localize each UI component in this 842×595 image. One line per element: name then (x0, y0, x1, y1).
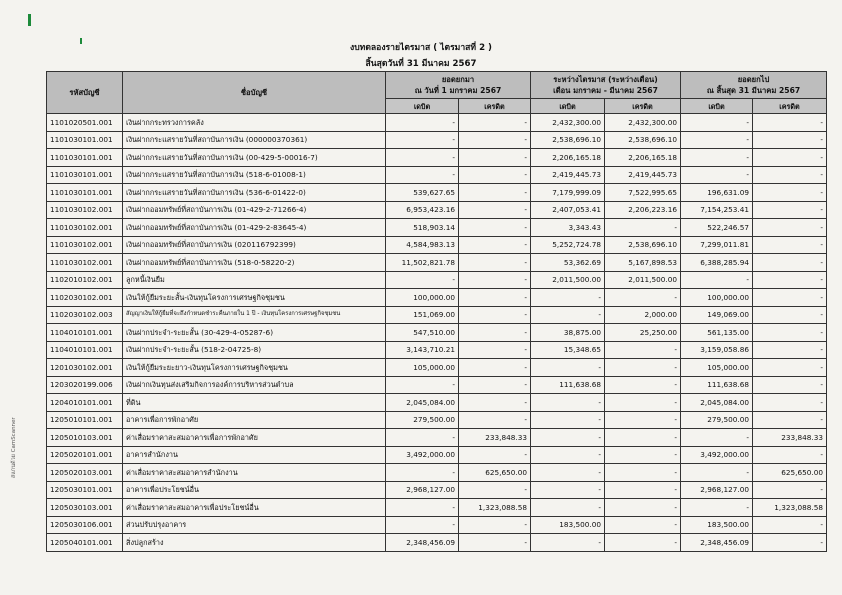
opening-debit-cell: 547,510.00 (386, 324, 459, 342)
table-row (47, 219, 827, 237)
header-opening-balance: ยอดยกมา ณ วันที่ 1 มกราคม 2567 (386, 72, 531, 99)
account-name-cell: ที่ดิน (123, 394, 386, 412)
opening-credit-cell: 1,323,088.58 (459, 499, 531, 517)
closing-debit-cell: 2,348,456.09 (681, 534, 753, 552)
table-row (47, 236, 827, 254)
table-row (47, 114, 827, 132)
account-name-cell: เงินฝากออมทรัพย์ที่สถาบันการเงิน (01-429-2-83645-4) (123, 219, 386, 237)
account-name-cell: เงินฝากกระแสรายวันที่สถาบันการเงิน (000000370361) (123, 131, 386, 149)
document-subtitle: สิ้นสุดวันที่ 31 มีนาคม 2567 (365, 59, 477, 69)
table-row (47, 184, 827, 202)
closing-credit-cell: - (753, 271, 827, 289)
opening-debit-cell: 100,000.00 (386, 289, 459, 307)
table-row (47, 394, 827, 412)
closing-debit-cell: - (681, 131, 753, 149)
account-name-cell: สัญญาเงินให้กู้ยืมที่จะถึงกำหนดชำระคืนภายใน 1 ปี - เงินทุนโครงการเศรษฐกิจชุมชน (123, 306, 386, 324)
period-debit-cell: 5,252,724.78 (531, 236, 605, 254)
period-credit-cell: - (605, 464, 681, 482)
closing-credit-cell: - (753, 534, 827, 552)
closing-credit-cell: - (753, 411, 827, 429)
opening-debit-cell: 539,627.65 (386, 184, 459, 202)
account-name-cell: ค่าเสื่อมราคาสะสมอาคารสำนักงาน (123, 464, 386, 482)
opening-debit-cell: - (386, 149, 459, 167)
account-name-cell: ลูกหนี้เงินยืม (123, 271, 386, 289)
closing-credit-cell: - (753, 289, 827, 307)
closing-credit-cell: - (753, 481, 827, 499)
account-code-cell: 1101030102.001 (47, 236, 123, 254)
opening-debit-cell: - (386, 464, 459, 482)
period-debit-cell: 2,407,053.41 (531, 201, 605, 219)
header-period-movement: ระหว่างไตรมาส (ระหว่างเดือน) เดือน มกราคม - มีนาคม 2567 (531, 72, 681, 99)
account-code-cell: 1102030102.003 (47, 306, 123, 324)
closing-debit-cell: 6,388,285.94 (681, 254, 753, 272)
closing-debit-cell: 183,500.00 (681, 516, 753, 534)
period-credit-cell: - (605, 499, 681, 517)
account-name-cell: เงินฝากออมทรัพย์ที่สถาบันการเงิน (518-0-58220-2) (123, 254, 386, 272)
period-credit-cell: 2,000.00 (605, 306, 681, 324)
closing-credit-cell: - (753, 306, 827, 324)
closing-debit-cell: - (681, 499, 753, 517)
opening-credit-cell: - (459, 254, 531, 272)
opening-debit-cell: 279,500.00 (386, 411, 459, 429)
opening-credit-cell: - (459, 114, 531, 132)
account-code-cell: 1205030103.001 (47, 499, 123, 517)
opening-debit-cell: 4,584,983.13 (386, 236, 459, 254)
closing-credit-cell: - (753, 149, 827, 167)
opening-credit-cell: - (459, 271, 531, 289)
document-title: งบทดลองรายไตรมาส ( ไตรมาสที่ 2 ) (350, 43, 492, 53)
account-name-cell: ส่วนปรับปรุงอาคาร (123, 516, 386, 534)
trial-balance-table (46, 71, 827, 552)
closing-credit-cell: - (753, 166, 827, 184)
period-credit-cell: - (605, 446, 681, 464)
opening-debit-cell: 3,143,710.21 (386, 341, 459, 359)
account-name-cell: สิ่งปลูกสร้าง (123, 534, 386, 552)
account-code-cell: 1101030101.001 (47, 131, 123, 149)
period-debit-cell: - (531, 289, 605, 307)
opening-debit-cell: 2,045,084.00 (386, 394, 459, 412)
account-code-cell: 1101020501.001 (47, 114, 123, 132)
table-row (47, 359, 827, 377)
account-code-cell: 1102010102.001 (47, 271, 123, 289)
closing-debit-cell: 149,069.00 (681, 306, 753, 324)
period-debit-cell: - (531, 394, 605, 412)
period-debit-cell: - (531, 499, 605, 517)
period-debit-cell: 2,538,696.10 (531, 131, 605, 149)
closing-credit-cell: - (753, 324, 827, 342)
header-period-debit: เดบิต (531, 99, 605, 114)
period-debit-cell: - (531, 359, 605, 377)
opening-debit-cell: - (386, 516, 459, 534)
table-row (47, 429, 827, 447)
closing-credit-cell: - (753, 219, 827, 237)
opening-credit-cell: - (459, 516, 531, 534)
period-debit-cell: 15,348.65 (531, 341, 605, 359)
opening-credit-cell: - (459, 201, 531, 219)
account-name-cell: เงินฝากออมทรัพย์ที่สถาบันการเงิน (020116792399) (123, 236, 386, 254)
table-row (47, 464, 827, 482)
period-debit-cell: 7,179,999.09 (531, 184, 605, 202)
period-debit-cell: 38,875.00 (531, 324, 605, 342)
opening-debit-cell: - (386, 131, 459, 149)
account-code-cell: 1102030102.001 (47, 289, 123, 307)
closing-credit-cell: 1,323,088.58 (753, 499, 827, 517)
period-credit-cell: - (605, 429, 681, 447)
account-code-cell: 1205030101.001 (47, 481, 123, 499)
closing-debit-cell: 561,135.00 (681, 324, 753, 342)
account-name-cell: เงินฝากเงินทุนส่งเสริมกิจการองค์การบริหารส่วนตำบล (123, 376, 386, 394)
account-code-cell: 1205010103.001 (47, 429, 123, 447)
closing-debit-cell: - (681, 149, 753, 167)
closing-debit-cell: - (681, 114, 753, 132)
period-credit-cell: 7,522,995.65 (605, 184, 681, 202)
period-debit-cell: - (531, 429, 605, 447)
account-name-cell: อาคารเพื่อประโยชน์อื่น (123, 481, 386, 499)
header-period-credit: เครดิต (605, 99, 681, 114)
period-credit-cell: - (605, 411, 681, 429)
period-debit-cell: 53,362.69 (531, 254, 605, 272)
period-debit-cell: - (531, 306, 605, 324)
opening-debit-cell: 6,953,423.16 (386, 201, 459, 219)
period-credit-cell: - (605, 481, 681, 499)
period-debit-cell: - (531, 411, 605, 429)
period-debit-cell: 183,500.00 (531, 516, 605, 534)
period-credit-cell: 2,011,500.00 (605, 271, 681, 289)
opening-debit-cell: 2,968,127.00 (386, 481, 459, 499)
period-debit-cell: - (531, 481, 605, 499)
opening-credit-cell: - (459, 446, 531, 464)
closing-debit-cell: 2,045,084.00 (681, 394, 753, 412)
closing-credit-cell: - (753, 394, 827, 412)
opening-credit-cell: - (459, 411, 531, 429)
account-code-cell: 1203020199.006 (47, 376, 123, 394)
account-name-cell: เงินฝากออมทรัพย์ที่สถาบันการเงิน (01-429-2-71266-4) (123, 201, 386, 219)
period-credit-cell: 5,167,898.53 (605, 254, 681, 272)
opening-credit-cell: - (459, 289, 531, 307)
table-row (47, 254, 827, 272)
account-name-cell: เงินฝากประจำ-ระยะสั้น (30-429-4-05287-6) (123, 324, 386, 342)
opening-debit-cell: - (386, 271, 459, 289)
account-name-cell: ค่าเสื่อมราคาสะสมอาคารเพื่อการพักอาศัย (123, 429, 386, 447)
period-debit-cell: 3,343.43 (531, 219, 605, 237)
closing-credit-cell: - (753, 359, 827, 377)
table-row (47, 341, 827, 359)
closing-debit-cell: 7,154,253.41 (681, 201, 753, 219)
opening-debit-cell: - (386, 376, 459, 394)
opening-credit-cell: 625,650.00 (459, 464, 531, 482)
opening-debit-cell: - (386, 166, 459, 184)
header-closing-balance: ยอดยกไป ณ สิ้นสุด 31 มีนาคม 2567 (681, 72, 827, 99)
table-row (47, 306, 827, 324)
account-code-cell: 1101030101.001 (47, 166, 123, 184)
account-code-cell: 1205030106.001 (47, 516, 123, 534)
closing-credit-cell: - (753, 184, 827, 202)
table-row (47, 166, 827, 184)
closing-debit-cell: 3,492,000.00 (681, 446, 753, 464)
account-name-cell: เงินฝากประจำ-ระยะสั้น (518-2-04725-8) (123, 341, 386, 359)
opening-credit-cell: - (459, 184, 531, 202)
closing-debit-cell: - (681, 166, 753, 184)
table-body (47, 114, 827, 552)
opening-debit-cell: 3,492,000.00 (386, 446, 459, 464)
table-row (47, 201, 827, 219)
closing-debit-cell: 2,968,127.00 (681, 481, 753, 499)
opening-debit-cell: 2,348,456.09 (386, 534, 459, 552)
table-row (47, 376, 827, 394)
header-closing-credit: เครดิต (753, 99, 827, 114)
table-row (47, 534, 827, 552)
opening-credit-cell: - (459, 219, 531, 237)
period-credit-cell: 2,206,223.16 (605, 201, 681, 219)
period-debit-cell: - (531, 446, 605, 464)
closing-debit-cell: - (681, 464, 753, 482)
period-credit-cell: - (605, 359, 681, 377)
opening-credit-cell: - (459, 341, 531, 359)
closing-credit-cell: - (753, 131, 827, 149)
account-name-cell: เงินฝากกระแสรายวันที่สถาบันการเงิน (00-429-5-00016-7) (123, 149, 386, 167)
closing-credit-cell: - (753, 376, 827, 394)
closing-credit-cell: - (753, 236, 827, 254)
period-credit-cell: - (605, 394, 681, 412)
account-code-cell: 1101030102.001 (47, 219, 123, 237)
table-row (47, 481, 827, 499)
closing-credit-cell: 625,650.00 (753, 464, 827, 482)
period-debit-cell: 2,419,445.73 (531, 166, 605, 184)
table-row (47, 324, 827, 342)
period-credit-cell: - (605, 376, 681, 394)
opening-credit-cell: - (459, 236, 531, 254)
period-debit-cell: - (531, 464, 605, 482)
account-code-cell: 1205010101.001 (47, 411, 123, 429)
account-name-cell: เงินให้กู้ยืมระยะสั้น-เงินทุนโครงการเศรษฐกิจชุมชน (123, 289, 386, 307)
opening-debit-cell: 11,502,821.78 (386, 254, 459, 272)
table-row (47, 131, 827, 149)
account-code-cell: 1104010101.001 (47, 324, 123, 342)
period-debit-cell: 2,011,500.00 (531, 271, 605, 289)
opening-credit-cell: - (459, 324, 531, 342)
closing-debit-cell: 100,000.00 (681, 289, 753, 307)
opening-credit-cell: - (459, 394, 531, 412)
period-credit-cell: 2,432,300.00 (605, 114, 681, 132)
period-debit-cell: 2,432,300.00 (531, 114, 605, 132)
table-row (47, 446, 827, 464)
account-code-cell: 1101030101.001 (47, 149, 123, 167)
header-closing-debit: เดบิต (681, 99, 753, 114)
account-code-cell: 1201030102.001 (47, 359, 123, 377)
account-code-cell: 1205020101.001 (47, 446, 123, 464)
header-opening-debit: เดบิต (386, 99, 459, 114)
opening-credit-cell: - (459, 534, 531, 552)
account-name-cell: อาคารเพื่อการพักอาศัย (123, 411, 386, 429)
closing-debit-cell: 279,500.00 (681, 411, 753, 429)
period-credit-cell: 2,538,696.10 (605, 131, 681, 149)
opening-credit-cell: - (459, 481, 531, 499)
scanner-watermark: สแกนด้วย CamScanner (11, 417, 17, 478)
closing-debit-cell: 111,638.68 (681, 376, 753, 394)
closing-debit-cell: 3,159,058.86 (681, 341, 753, 359)
opening-credit-cell: - (459, 131, 531, 149)
closing-debit-cell: 105,000.00 (681, 359, 753, 377)
table-row (47, 516, 827, 534)
scan-mark (28, 14, 31, 26)
table-row (47, 499, 827, 517)
opening-debit-cell: - (386, 499, 459, 517)
account-code-cell: 1204010101.001 (47, 394, 123, 412)
opening-debit-cell: - (386, 429, 459, 447)
opening-credit-cell: - (459, 306, 531, 324)
closing-credit-cell: - (753, 201, 827, 219)
header-opening-credit: เครดิต (459, 99, 531, 114)
period-credit-cell: - (605, 219, 681, 237)
account-name-cell: เงินฝากกระทรวงการคลัง (123, 114, 386, 132)
closing-credit-cell: - (753, 254, 827, 272)
opening-credit-cell: - (459, 359, 531, 377)
opening-credit-cell: 233,848.33 (459, 429, 531, 447)
account-code-cell: 1101030102.001 (47, 201, 123, 219)
period-credit-cell: 2,419,445.73 (605, 166, 681, 184)
opening-debit-cell: - (386, 114, 459, 132)
period-credit-cell: 2,206,165.18 (605, 149, 681, 167)
closing-debit-cell: 522,246.57 (681, 219, 753, 237)
account-code-cell: 1101030101.001 (47, 184, 123, 202)
opening-debit-cell: 105,000.00 (386, 359, 459, 377)
closing-credit-cell: - (753, 114, 827, 132)
closing-credit-cell: - (753, 446, 827, 464)
table-row (47, 149, 827, 167)
account-name-cell: ค่าเสื่อมราคาสะสมอาคารเพื่อประโยชน์อื่น (123, 499, 386, 517)
closing-credit-cell: 233,848.33 (753, 429, 827, 447)
period-credit-cell: - (605, 516, 681, 534)
period-debit-cell: - (531, 534, 605, 552)
table-row (47, 289, 827, 307)
opening-debit-cell: 151,069.00 (386, 306, 459, 324)
closing-credit-cell: - (753, 516, 827, 534)
closing-debit-cell: 196,631.09 (681, 184, 753, 202)
table-row (47, 411, 827, 429)
opening-credit-cell: - (459, 166, 531, 184)
period-credit-cell: - (605, 341, 681, 359)
closing-debit-cell: - (681, 271, 753, 289)
period-credit-cell: 2,538,696.10 (605, 236, 681, 254)
opening-credit-cell: - (459, 149, 531, 167)
header-account-name: ชื่อบัญชี (123, 72, 386, 114)
period-debit-cell: 111,638.68 (531, 376, 605, 394)
closing-credit-cell: - (753, 341, 827, 359)
account-name-cell: เงินฝากกระแสรายวันที่สถาบันการเงิน (536-6-01422-0) (123, 184, 386, 202)
opening-credit-cell: - (459, 376, 531, 394)
account-name-cell: เงินให้กู้ยืมระยะยาว-เงินทุนโครงการเศรษฐกิจชุมชน (123, 359, 386, 377)
account-code-cell: 1205040101.001 (47, 534, 123, 552)
opening-debit-cell: 518,903.14 (386, 219, 459, 237)
account-name-cell: เงินฝากกระแสรายวันที่สถาบันการเงิน (518-6-01008-1) (123, 166, 386, 184)
account-code-cell: 1101030102.001 (47, 254, 123, 272)
closing-debit-cell: 7,299,011.81 (681, 236, 753, 254)
account-code-cell: 1104010101.001 (47, 341, 123, 359)
period-credit-cell: - (605, 534, 681, 552)
header-account-code: รหัสบัญชี (47, 72, 123, 114)
table-row (47, 271, 827, 289)
period-debit-cell: 2,206,165.18 (531, 149, 605, 167)
period-credit-cell: 25,250.00 (605, 324, 681, 342)
account-name-cell: อาคารสำนักงาน (123, 446, 386, 464)
closing-debit-cell: - (681, 429, 753, 447)
period-credit-cell: - (605, 289, 681, 307)
account-code-cell: 1205020103.001 (47, 464, 123, 482)
